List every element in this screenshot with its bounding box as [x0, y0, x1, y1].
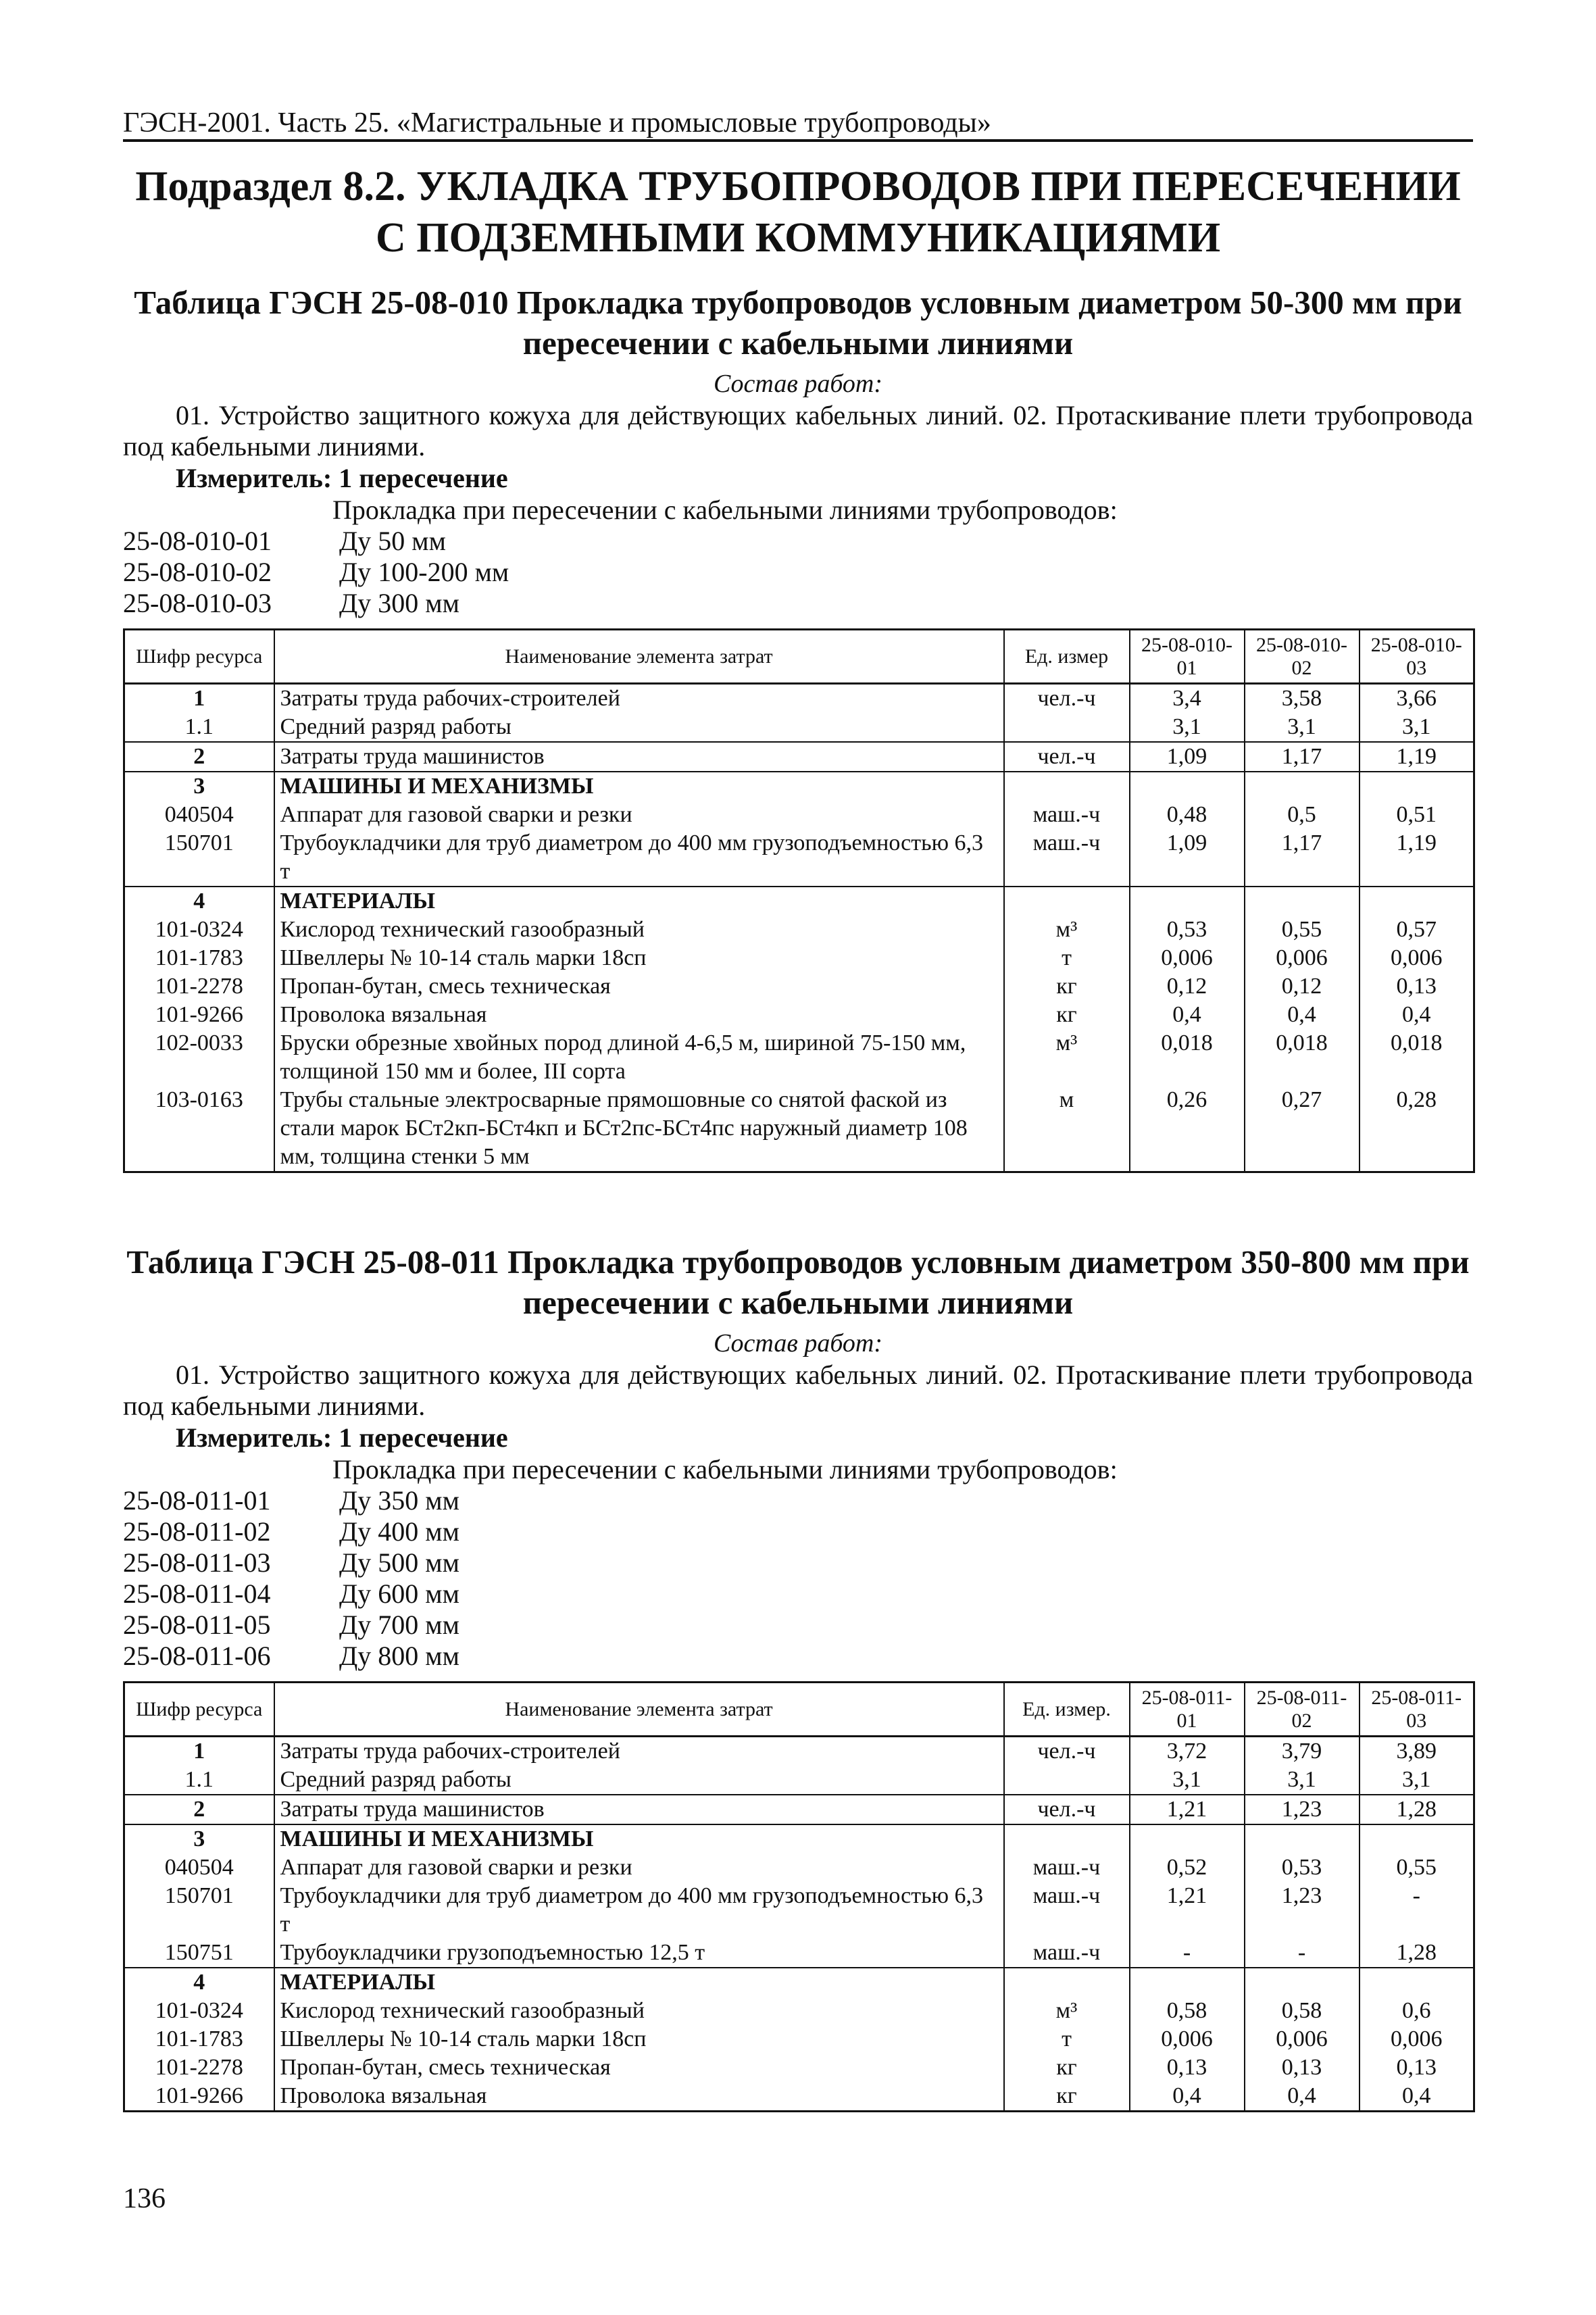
variants-caption: Прокладка при пересечении с кабельными линиями трубопроводов:	[332, 495, 1118, 525]
cell-unit	[1004, 1968, 1130, 1997]
cell-v3	[1360, 1824, 1474, 1853]
cell-v2: 0,58	[1245, 1997, 1360, 2025]
cell-v1: 1,21	[1130, 1795, 1245, 1824]
cell-code: 2	[124, 1795, 274, 1824]
variant-desc: Ду 600 мм	[339, 1578, 459, 1609]
variant-desc: Ду 400 мм	[339, 1516, 459, 1547]
col-header-code: Шифр ресурса	[124, 630, 274, 684]
cell-code: 1	[124, 1737, 274, 1766]
variant-item	[123, 557, 1473, 588]
variant-code: 25-08-011-01	[123, 1485, 271, 1516]
cell-unit	[1004, 1766, 1130, 1795]
cell-v1	[1130, 1968, 1245, 1997]
cell-v2: 0,13	[1245, 2053, 1360, 2082]
variant-item	[123, 1641, 1473, 1672]
variant-item	[123, 1516, 1473, 1547]
cell-v1: 0,58	[1130, 1997, 1245, 2025]
cell-code: 150701	[124, 829, 274, 887]
cell-v2: 0,27	[1245, 1086, 1360, 1172]
col-header-name: Наименование элемента затрат	[274, 630, 1004, 684]
cell-v3: 1,28	[1360, 1939, 1474, 1968]
cell-unit	[1004, 1824, 1130, 1853]
cell-name: Аппарат для газовой сварки и резки	[274, 1853, 1004, 1882]
variant-item	[123, 588, 1473, 619]
cell-name: МАШИНЫ И МЕХАНИЗМЫ	[274, 1824, 1004, 1853]
meter-label: Измеритель: 1 пересечение	[176, 463, 508, 493]
cell-unit: кг	[1004, 2053, 1130, 2082]
table-title: Таблица ГЭСН 25-08-010 Прокладка трубопроводов условным диаметром 50-300 мм при пересечении с кабельными линиями	[134, 284, 1462, 362]
col-header-v2: 25-08-010-02	[1245, 630, 1360, 684]
cell-name: Кислород технический газообразный	[274, 916, 1004, 944]
cell-v2: 1,23	[1245, 1795, 1360, 1824]
cell-v1: 0,52	[1130, 1853, 1245, 1882]
table-row	[124, 713, 1474, 742]
cell-v3: 0,4	[1360, 1001, 1474, 1029]
variant-item	[123, 1485, 1473, 1516]
table-row	[124, 1853, 1474, 1882]
table-row	[124, 1795, 1474, 1824]
cell-unit: чел.-ч	[1004, 684, 1130, 714]
table-header-row	[124, 630, 1474, 684]
table-row	[124, 1766, 1474, 1795]
cell-v1: 0,12	[1130, 972, 1245, 1001]
table-row	[124, 772, 1474, 801]
cell-v3	[1360, 1968, 1474, 1997]
variant-desc: Ду 100-200 мм	[339, 557, 509, 587]
cell-v3: 0,006	[1360, 944, 1474, 972]
norm-table	[123, 1681, 1475, 2112]
cell-code: 3	[124, 1824, 274, 1853]
cell-v1: 1,09	[1130, 829, 1245, 887]
cell-v1: 0,26	[1130, 1086, 1245, 1172]
cell-code: 2	[124, 742, 274, 772]
cell-v2: 3,1	[1245, 713, 1360, 742]
cell-code: 101-2278	[124, 2053, 274, 2082]
cell-name: Швеллеры № 10-14 сталь марки 18сп	[274, 944, 1004, 972]
header-rule	[123, 139, 1473, 142]
table-row	[124, 1824, 1474, 1853]
cell-code: 101-2278	[124, 972, 274, 1001]
page-number: 136	[123, 2183, 166, 2214]
cell-v2: 1,23	[1245, 1882, 1360, 1939]
variant-code: 25-08-010-03	[123, 588, 272, 618]
composition-text: 01. Устройство защитного кожуха для действующих кабельных линий. 02. Протаскивание плети трубопровода под кабельными линиями.	[123, 1360, 1473, 1421]
col-header-v3: 25-08-011-03	[1360, 1683, 1474, 1737]
table-row	[124, 944, 1474, 972]
cell-unit: кг	[1004, 2082, 1130, 2112]
cell-v3: 0,51	[1360, 801, 1474, 829]
variants-list	[123, 526, 1473, 619]
cell-v2: 1,17	[1245, 829, 1360, 887]
variants-list	[123, 1485, 1473, 1672]
cell-unit: маш.-ч	[1004, 1853, 1130, 1882]
variant-desc: Ду 300 мм	[339, 588, 459, 618]
cell-code: 101-1783	[124, 2025, 274, 2053]
cell-unit: чел.-ч	[1004, 1795, 1130, 1824]
cell-v1: 3,4	[1130, 684, 1245, 714]
meter-label: Измеритель: 1 пересечение	[176, 1422, 508, 1453]
cell-name: МАТЕРИАЛЫ	[274, 1968, 1004, 1997]
cell-v1: 0,13	[1130, 2053, 1245, 2082]
table-row	[124, 1939, 1474, 1968]
cell-v2: 0,12	[1245, 972, 1360, 1001]
cell-v3: 0,55	[1360, 1853, 1474, 1882]
cell-unit: чел.-ч	[1004, 1737, 1130, 1766]
cell-name: Трубы стальные электросварные прямошовные со снятой фаской из стали марок БСт2кп-БСт4кп и БСт2пс-БСт4пс наружный диаметр 108 мм, толщина стенки 5 мм	[274, 1086, 1004, 1172]
cell-code: 1	[124, 684, 274, 714]
cell-name: Затраты труда машинистов	[274, 1795, 1004, 1824]
col-header-v2: 25-08-011-02	[1245, 1683, 1360, 1737]
running-header: ГЭСН-2001. Часть 25. «Магистральные и промысловые трубопроводы»	[123, 107, 991, 139]
table-row	[124, 2053, 1474, 2082]
cell-name: Трубоукладчики для труб диаметром до 400 мм грузоподъемностью 6,3 т	[274, 829, 1004, 887]
cell-unit: кг	[1004, 972, 1130, 1001]
table-header-row	[124, 1683, 1474, 1737]
cell-code: 3	[124, 772, 274, 801]
variant-desc: Ду 350 мм	[339, 1485, 459, 1516]
cell-code: 040504	[124, 801, 274, 829]
table-row	[124, 972, 1474, 1001]
cell-name: Трубоукладчики грузоподъемностью 12,5 т	[274, 1939, 1004, 1968]
cell-v2	[1245, 1824, 1360, 1853]
cell-unit: м	[1004, 1086, 1130, 1172]
cell-code: 101-1783	[124, 944, 274, 972]
composition-text: 01. Устройство защитного кожуха для действующих кабельных линий. 02. Протаскивание плети трубопровода под кабельными линиями.	[123, 400, 1473, 462]
cell-v1: 0,006	[1130, 944, 1245, 972]
table-row	[124, 1882, 1474, 1939]
cell-v2: 1,17	[1245, 742, 1360, 772]
cell-v2: 0,006	[1245, 2025, 1360, 2053]
cell-v2: 3,79	[1245, 1737, 1360, 1766]
cell-unit: т	[1004, 944, 1130, 972]
cell-name: Проволока вязальная	[274, 2082, 1004, 2112]
composition-label: Состав работ:	[713, 1329, 883, 1358]
cell-v3: 1,19	[1360, 742, 1474, 772]
table-row	[124, 1737, 1474, 1766]
col-header-name: Наименование элемента затрат	[274, 1683, 1004, 1737]
cell-unit: маш.-ч	[1004, 801, 1130, 829]
variant-code: 25-08-011-06	[123, 1641, 271, 1671]
cell-unit: м³	[1004, 1029, 1130, 1086]
variant-desc: Ду 50 мм	[339, 526, 446, 556]
table-block-2	[123, 1242, 1473, 2112]
cell-name: МАШИНЫ И МЕХАНИЗМЫ	[274, 772, 1004, 801]
cell-v1: 0,4	[1130, 1001, 1245, 1029]
cell-name: Аппарат для газовой сварки и резки	[274, 801, 1004, 829]
variant-code: 25-08-011-05	[123, 1610, 271, 1640]
cell-unit	[1004, 772, 1130, 801]
variant-item	[123, 1578, 1473, 1610]
cell-unit: кг	[1004, 1001, 1130, 1029]
cell-code: 1.1	[124, 1766, 274, 1795]
table-row	[124, 742, 1474, 772]
col-header-v1: 25-08-010-01	[1130, 630, 1245, 684]
cell-name: Затраты труда рабочих-строителей	[274, 684, 1004, 714]
cell-v1: 0,48	[1130, 801, 1245, 829]
cell-v3: 0,6	[1360, 1997, 1474, 2025]
cell-unit: м³	[1004, 1997, 1130, 2025]
cell-v1	[1130, 1824, 1245, 1853]
cell-name: Пропан-бутан, смесь техническая	[274, 972, 1004, 1001]
cell-v2: 0,4	[1245, 2082, 1360, 2112]
cell-v1: 0,006	[1130, 2025, 1245, 2053]
cell-code: 4	[124, 1968, 274, 1997]
table-row	[124, 829, 1474, 887]
cell-code: 040504	[124, 1853, 274, 1882]
table-block-1	[123, 282, 1473, 1173]
cell-v3: 0,28	[1360, 1086, 1474, 1172]
cell-name: Швеллеры № 10-14 сталь марки 18сп	[274, 2025, 1004, 2053]
table-row	[124, 1968, 1474, 1997]
cell-unit: маш.-ч	[1004, 1939, 1130, 1968]
variant-desc: Ду 800 мм	[339, 1641, 459, 1671]
cell-unit: маш.-ч	[1004, 1882, 1130, 1939]
cell-v1: 0,53	[1130, 916, 1245, 944]
variant-desc: Ду 500 мм	[339, 1547, 459, 1578]
table-row	[124, 1001, 1474, 1029]
cell-v1: 0,018	[1130, 1029, 1245, 1086]
norm-table	[123, 628, 1475, 1173]
cell-v1	[1130, 887, 1245, 916]
cell-name: Проволока вязальная	[274, 1001, 1004, 1029]
cell-v1: 1,09	[1130, 742, 1245, 772]
table-row	[124, 684, 1474, 714]
section-title: Подраздел 8.2. УКЛАДКА ТРУБОПРОВОДОВ ПРИ ПЕРЕСЕЧЕНИИ С ПОДЗЕМНЫМИ КОММУНИКАЦИЯМИ	[135, 164, 1461, 261]
col-header-unit: Ед. измер.	[1004, 1683, 1130, 1737]
cell-name: Затраты труда рабочих-строителей	[274, 1737, 1004, 1766]
cell-v3: 3,66	[1360, 684, 1474, 714]
cell-name: Затраты труда машинистов	[274, 742, 1004, 772]
cell-v3: 3,89	[1360, 1737, 1474, 1766]
variant-code: 25-08-010-01	[123, 526, 272, 556]
table-row	[124, 1997, 1474, 2025]
cell-v3	[1360, 887, 1474, 916]
cell-code: 101-0324	[124, 1997, 274, 2025]
cell-v1	[1130, 772, 1245, 801]
cell-v3: 0,13	[1360, 972, 1474, 1001]
cell-v2: 3,1	[1245, 1766, 1360, 1795]
table-title: Таблица ГЭСН 25-08-011 Прокладка трубопроводов условным диаметром 350-800 мм при пересечении с кабельными линиями	[126, 1243, 1470, 1321]
cell-v1: 3,1	[1130, 1766, 1245, 1795]
cell-v1: 0,4	[1130, 2082, 1245, 2112]
cell-code: 102-0033	[124, 1029, 274, 1086]
variant-code: 25-08-010-02	[123, 557, 272, 587]
cell-v1: -	[1130, 1939, 1245, 1968]
cell-name: Средний разряд работы	[274, 713, 1004, 742]
cell-code: 103-0163	[124, 1086, 274, 1172]
cell-unit: чел.-ч	[1004, 742, 1130, 772]
variant-code: 25-08-011-02	[123, 1516, 271, 1547]
variant-item	[123, 1610, 1473, 1641]
cell-v1: 3,1	[1130, 713, 1245, 742]
cell-v2	[1245, 772, 1360, 801]
cell-v3: 1,28	[1360, 1795, 1474, 1824]
col-header-v3: 25-08-010-03	[1360, 630, 1474, 684]
variants-caption: Прокладка при пересечении с кабельными линиями трубопроводов:	[332, 1454, 1118, 1485]
cell-code: 101-0324	[124, 916, 274, 944]
cell-name: Средний разряд работы	[274, 1766, 1004, 1795]
cell-code: 4	[124, 887, 274, 916]
cell-name: Трубоукладчики для труб диаметром до 400 мм грузоподъемностью 6,3 т	[274, 1882, 1004, 1939]
cell-code: 1.1	[124, 713, 274, 742]
table-row	[124, 2025, 1474, 2053]
col-header-unit: Ед. измер	[1004, 630, 1130, 684]
cell-v2: 0,53	[1245, 1853, 1360, 1882]
cell-v1: 3,72	[1130, 1737, 1245, 1766]
cell-v3: 0,018	[1360, 1029, 1474, 1086]
col-header-code: Шифр ресурса	[124, 1683, 274, 1737]
cell-code: 101-9266	[124, 2082, 274, 2112]
cell-v3: 0,006	[1360, 2025, 1474, 2053]
variant-code: 25-08-011-04	[123, 1578, 271, 1609]
cell-v2: 0,55	[1245, 916, 1360, 944]
table-row	[124, 1086, 1474, 1172]
col-header-v1: 25-08-011-01	[1130, 1683, 1245, 1737]
cell-v3: 1,19	[1360, 829, 1474, 887]
table-row	[124, 801, 1474, 829]
cell-name: Бруски обрезные хвойных пород длиной 4-6,5 м, шириной 75-150 мм, толщиной 150 мм и более, III сорта	[274, 1029, 1004, 1086]
cell-v3: -	[1360, 1882, 1474, 1939]
cell-v2: 3,58	[1245, 684, 1360, 714]
cell-v2: 0,5	[1245, 801, 1360, 829]
cell-name: МАТЕРИАЛЫ	[274, 887, 1004, 916]
cell-code: 150751	[124, 1939, 274, 1968]
cell-unit: т	[1004, 2025, 1130, 2053]
cell-v2: 0,018	[1245, 1029, 1360, 1086]
cell-v2	[1245, 887, 1360, 916]
cell-name: Кислород технический газообразный	[274, 1997, 1004, 2025]
cell-name: Пропан-бутан, смесь техническая	[274, 2053, 1004, 2082]
table-row	[124, 2082, 1474, 2112]
variant-desc: Ду 700 мм	[339, 1610, 459, 1640]
variant-code: 25-08-011-03	[123, 1547, 271, 1578]
cell-v2: 0,4	[1245, 1001, 1360, 1029]
table-row	[124, 1029, 1474, 1086]
cell-unit	[1004, 887, 1130, 916]
cell-v2: 0,006	[1245, 944, 1360, 972]
cell-v3: 0,13	[1360, 2053, 1474, 2082]
table-row	[124, 916, 1474, 944]
variant-item	[123, 526, 1473, 557]
cell-unit	[1004, 713, 1130, 742]
cell-unit: м³	[1004, 916, 1130, 944]
cell-v3: 0,4	[1360, 2082, 1474, 2112]
cell-v2: -	[1245, 1939, 1360, 1968]
variant-item	[123, 1547, 1473, 1578]
cell-code: 101-9266	[124, 1001, 274, 1029]
cell-code: 150701	[124, 1882, 274, 1939]
cell-v2	[1245, 1968, 1360, 1997]
cell-v1: 1,21	[1130, 1882, 1245, 1939]
table-row	[124, 887, 1474, 916]
cell-v3: 0,57	[1360, 916, 1474, 944]
cell-v3	[1360, 772, 1474, 801]
composition-label: Состав работ:	[713, 370, 883, 398]
cell-v3: 3,1	[1360, 713, 1474, 742]
cell-unit: маш.-ч	[1004, 829, 1130, 887]
cell-v3: 3,1	[1360, 1766, 1474, 1795]
